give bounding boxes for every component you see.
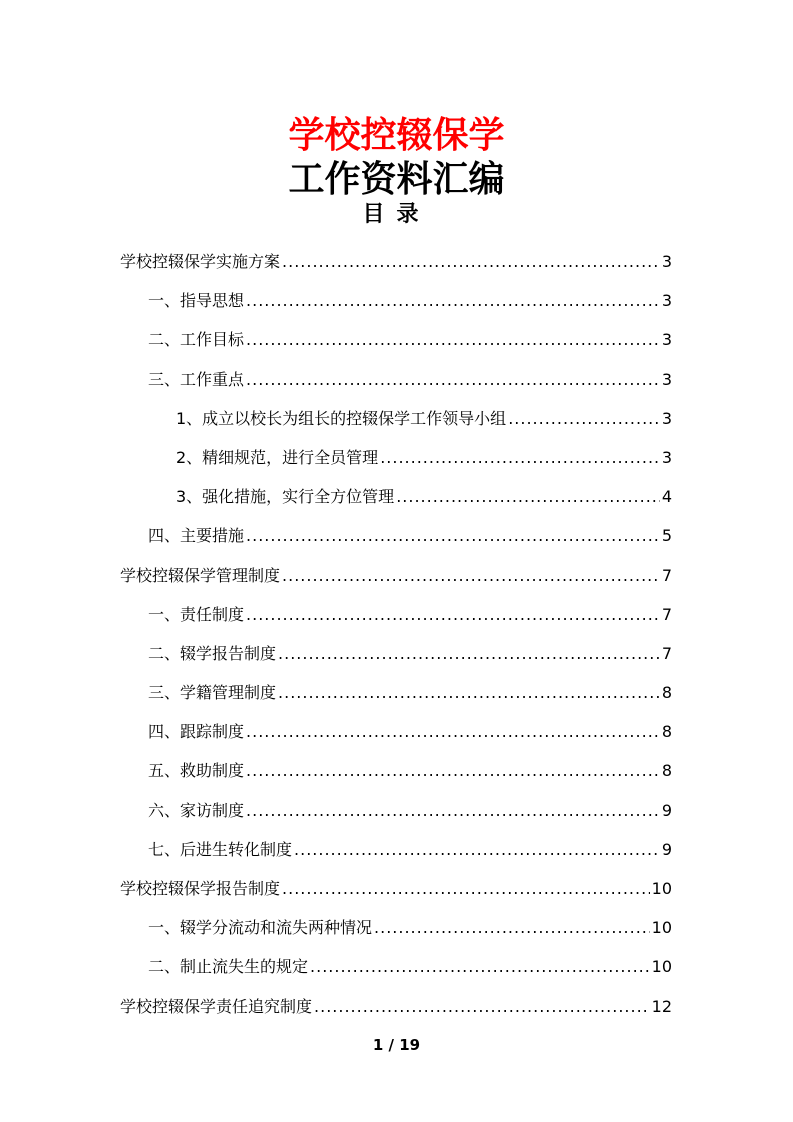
toc-entry-label: 七、后进生转化制度 — [148, 839, 293, 859]
document-title-line1: 学校控辍保学 — [288, 115, 505, 156]
dot-leader — [282, 250, 660, 274]
toc-entry[interactable] — [120, 681, 672, 720]
dot-leader — [246, 289, 660, 313]
toc-entry-page: 3 — [661, 447, 672, 467]
toc-entry-page: 4 — [661, 487, 672, 507]
dot-leader — [314, 995, 650, 1019]
toc-entry-label: 学校控辍保学管理制度 — [120, 565, 281, 585]
toc-entry-label: 四、跟踪制度 — [148, 722, 245, 742]
toc-entry-page: 10 — [651, 879, 672, 898]
toc-entry[interactable] — [120, 955, 672, 994]
toc-entry[interactable] — [120, 485, 672, 524]
toc-entry-page: 3 — [661, 369, 672, 389]
dot-leader — [246, 368, 660, 392]
toc-entry-label: 3、强化措施，实行全方位管理 — [176, 487, 395, 507]
toc-entry-page: 3 — [661, 330, 672, 350]
toc-entry-label: 二、工作目标 — [148, 330, 245, 350]
table-of-contents — [120, 250, 672, 1034]
toc-entry[interactable] — [120, 524, 672, 563]
toc-entry[interactable] — [120, 289, 672, 328]
dot-leader — [246, 759, 660, 783]
dot-leader — [246, 799, 660, 823]
toc-entry-page: 8 — [661, 761, 672, 781]
dot-leader — [278, 681, 660, 705]
toc-entry-label: 2、精细规范，进行全员管理 — [176, 447, 379, 467]
toc-entry-label: 一、指导思想 — [148, 291, 245, 311]
toc-entry-label: 学校控辍保学报告制度 — [120, 879, 281, 898]
dot-leader — [310, 955, 650, 979]
toc-entry-label: 一、责任制度 — [148, 604, 245, 624]
toc-entry[interactable] — [120, 995, 672, 1034]
toc-entry-page: 3 — [661, 408, 672, 428]
dot-leader — [278, 642, 660, 666]
toc-entry-label: 二、辍学报告制度 — [148, 643, 277, 663]
toc-entry[interactable] — [120, 564, 672, 603]
toc-entry-page: 10 — [651, 957, 672, 977]
toc-entry-label: 三、工作重点 — [148, 369, 245, 389]
toc-entry-page: 7 — [661, 604, 672, 624]
toc-entry-page: 8 — [661, 683, 672, 703]
toc-entry[interactable] — [120, 759, 672, 798]
toc-entry[interactable] — [120, 642, 672, 681]
toc-entry[interactable] — [120, 799, 672, 838]
toc-entry[interactable] — [120, 720, 672, 759]
dot-leader — [246, 603, 660, 627]
toc-entry-page: 5 — [661, 526, 672, 546]
toc-entry[interactable] — [120, 916, 672, 955]
toc-entry[interactable] — [120, 838, 672, 877]
dot-leader — [282, 877, 650, 901]
toc-entry-label: 四、主要措施 — [148, 526, 245, 546]
dot-leader — [246, 328, 660, 352]
toc-entry[interactable] — [120, 368, 672, 407]
toc-entry-page: 7 — [661, 565, 672, 585]
toc-entry-page: 12 — [651, 996, 672, 1016]
dot-leader — [508, 407, 660, 431]
toc-heading: 目录 — [362, 202, 431, 227]
toc-entry-page: 7 — [661, 643, 672, 663]
dot-leader — [246, 720, 660, 744]
dot-leader — [396, 485, 660, 509]
dot-leader — [246, 524, 660, 548]
toc-entry[interactable] — [120, 446, 672, 485]
dot-leader — [380, 446, 660, 470]
toc-entry[interactable] — [120, 603, 672, 642]
toc-entry-label: 一、辍学分流动和流失两种情况 — [148, 918, 373, 938]
page-number: 1 / 19 — [372, 1036, 421, 1054]
toc-entry-page: 3 — [661, 252, 672, 271]
toc-entry-page: 9 — [661, 839, 672, 859]
toc-entry-label: 三、学籍管理制度 — [148, 683, 277, 703]
dot-leader — [294, 838, 660, 862]
toc-entry-page: 3 — [661, 291, 672, 311]
toc-entry-page: 8 — [661, 722, 672, 742]
toc-entry[interactable] — [120, 328, 672, 367]
toc-entry-label: 1、成立以校长为组长的控辍保学工作领导小组 — [176, 408, 507, 428]
toc-entry-label: 学校控辍保学责任追究制度 — [120, 996, 313, 1016]
toc-entry-label: 五、救助制度 — [148, 761, 245, 781]
dot-leader — [374, 916, 650, 940]
toc-entry[interactable] — [120, 407, 672, 446]
toc-entry-label: 六、家访制度 — [148, 800, 245, 820]
toc-entry-page: 9 — [661, 800, 672, 820]
toc-entry[interactable] — [120, 877, 672, 916]
dot-leader — [282, 564, 660, 588]
document-title-line2: 工作资料汇编 — [288, 159, 505, 200]
toc-entry-page: 10 — [651, 918, 672, 938]
toc-entry[interactable] — [120, 250, 672, 289]
toc-entry-label: 二、制止流失生的规定 — [148, 957, 309, 977]
toc-entry-label: 学校控辍保学实施方案 — [120, 252, 281, 271]
